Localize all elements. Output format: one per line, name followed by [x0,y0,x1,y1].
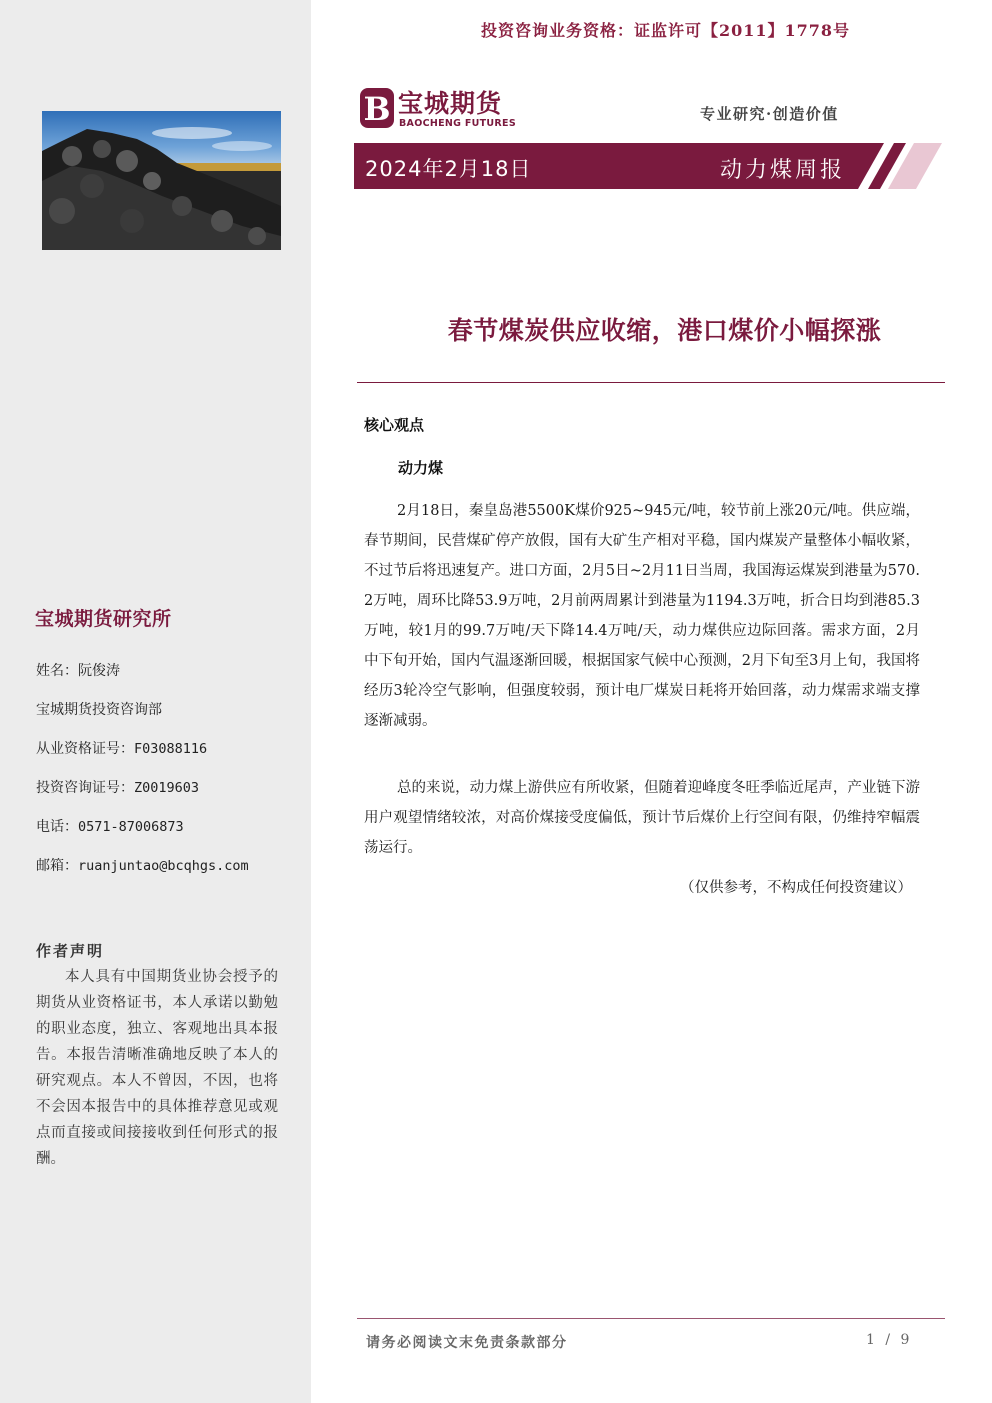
contact-info [36,659,249,893]
paragraph-1: 2月18日，秦皇岛港5500K煤价925~945元/吨，较节前上涨20元/吨。供应端，春节期间，民营煤矿停产放假，国有大矿生产相对平稳，国内煤炭产量整体小幅收紧，不过节后将迅速复产。进口方面，2月5日~2月11日当周，我国海运煤炭到港量为570.2万吨，周环比降53.9万吨，2月前两周累计到港量为1194.3万吨，折合日均到港85.3万吨，较1月的99.7万吨/天下降14.4万吨/天，动力煤供应边际回落。需求方面，2月中下旬开始，国内气温逐渐回暖，根据国家气候中心预测，2月下旬至3月上旬，我国将经历3轮冷空气影响，但强度较弱，预计电厂煤炭日耗将开始回落，动力煤需求端支撑逐渐减弱。 [364,503,920,729]
contact-consulting-no: 投资咨询证号：Z0019603 [36,780,200,796]
report-type: 动力煤周报 [720,158,846,183]
qualification-line: 投资咨询业务资格：证监许可【2011】1778号 [480,21,851,40]
subsection-title: 动力煤 [398,459,444,477]
org-name: 宝城期货研究所 [35,608,172,630]
contact-qualification-no: 从业资格证号：F03088116 [36,741,208,757]
footer-divider [357,1318,945,1319]
contact-name: 姓名：阮俊涛 [36,663,120,679]
svg-text:B: B [363,90,391,128]
logo-english: BAOCHENG FUTURES [399,118,516,129]
report-date: 2024年2月18日 [365,157,532,181]
section-title: 核心观点 [364,416,425,434]
contact-department: 宝城期货投资咨询部 [36,702,162,718]
author-statement-body: 本人具有中国期货业协会授予的期货从业资格证书，本人承诺以勤勉的职业态度，独立、客观地出具本报告。本报告清晰准确地反映了本人的研究观点。本人不曾因，不因，也将不会因本报告中的具体推荐意见或观点而直接或间接接收到任何形式的报酬。 [36,969,278,1167]
disclaimer: （仅供参考，不构成任何投资建议） [680,880,912,896]
page-number: 1 / 9 [866,1332,913,1348]
coal-cover-image [42,111,281,250]
contact-phone: 电话：0571-87006873 [36,819,184,835]
paragraph-2: 总的来说，动力煤上游供应有所收紧，但随着迎峰度冬旺季临近尾声，产业链下游用户观望情绪较浓，对高价煤接受度偏低，预计节后煤价上行空间有限，仍维持窄幅震荡运行。 [364,780,920,856]
footer-note: 请务必阅读文末免责条款部分 [366,1335,568,1351]
contact-email[interactable]: 邮箱：ruanjuntao@bcqhgs.com [36,858,249,874]
headline-divider [357,382,945,383]
headline: 春节煤炭供应收缩，港口煤价小幅探涨 [447,316,882,345]
author-statement-title: 作者声明 [36,942,105,960]
slogan: 专业研究·创造价值 [700,105,839,123]
logo-name: 宝城期货 [398,89,503,118]
